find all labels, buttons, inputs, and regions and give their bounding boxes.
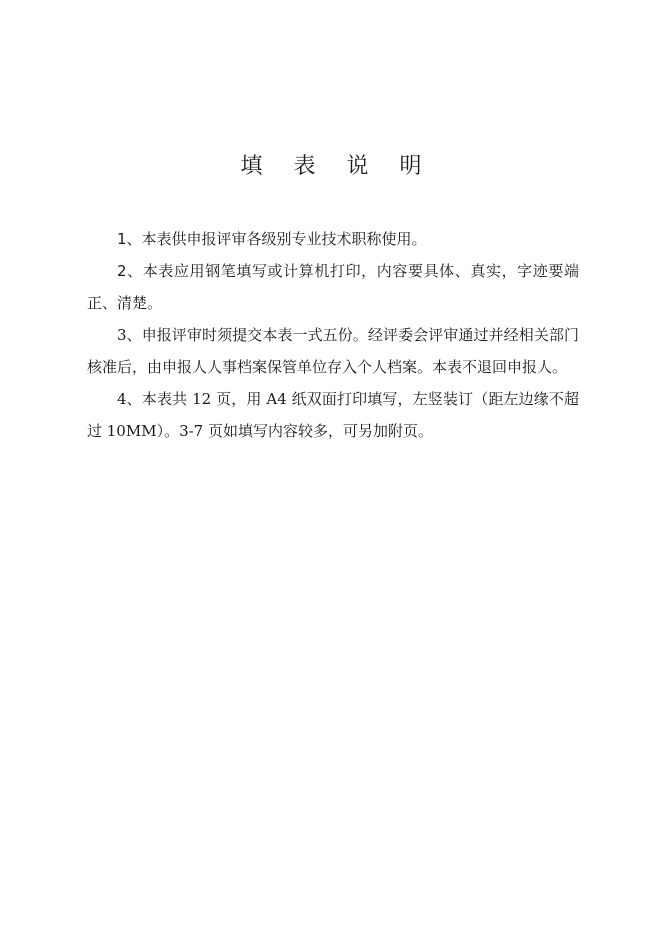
instruction-text: 、本表供申报评审各级别专业技术职称使用。 bbox=[126, 230, 427, 248]
instruction-text: 、申报评审时须提交本表一式五份。经评委会评审通过并经相关部门核准后，由申报人人事档案保管单位存入个人档案。本表不退回申报人。 bbox=[87, 326, 579, 376]
instruction-text: 、本表应用钢笔填写或计算机打印，内容要具体、真实，字迹要端正、清楚。 bbox=[87, 262, 579, 312]
instruction-item-1 bbox=[87, 223, 579, 255]
instruction-number: 3 bbox=[117, 326, 127, 344]
instruction-text: 、本表共 12 页，用 A4 纸双面打印填写，左竖装订（距左边缘不超过 10MM）。3-7 页如填写内容较多，可另加附页。 bbox=[87, 390, 579, 440]
instruction-item-2 bbox=[87, 255, 579, 319]
page-title: 填 表 说 明 bbox=[240, 154, 434, 179]
instruction-number: 2 bbox=[117, 262, 127, 280]
instruction-item-3 bbox=[87, 319, 579, 383]
instructions-body bbox=[87, 223, 579, 447]
instruction-number: 4 bbox=[117, 390, 127, 408]
instruction-item-4 bbox=[87, 383, 579, 447]
instruction-number: 1 bbox=[117, 230, 127, 248]
